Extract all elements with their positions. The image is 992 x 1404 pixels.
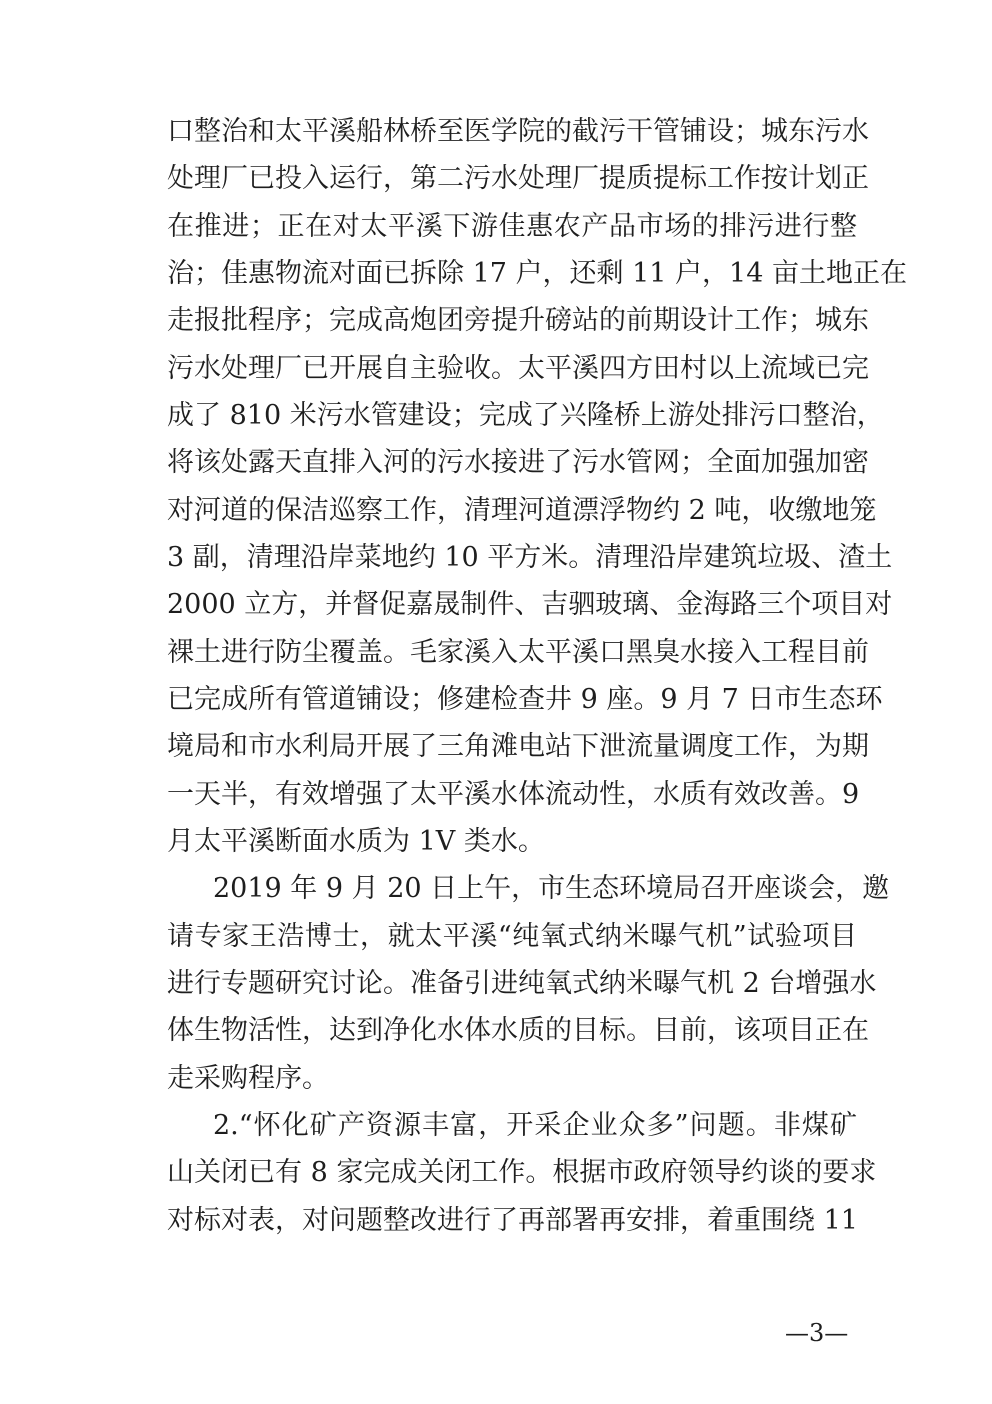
body-line: 在推进；正在对太平溪下游佳惠农产品市场的排污进行整 <box>167 211 857 242</box>
body-line: 口整治和太平溪船林桥至医学院的截污干管铺设；城东污水 <box>167 116 869 147</box>
body-line: 走采购程序。 <box>167 1063 329 1094</box>
body-line: 污水处理厂已开展自主验收。太平溪四方田村以上流域已完 <box>167 353 869 384</box>
body-line: 2000 立方，并督促嘉晟制件、吉驷玻璃、金海路三个项目对 <box>167 589 893 620</box>
body-line: 3 副，清理沿岸菜地约 10 平方米。清理沿岸建筑垃圾、渣土 <box>167 542 893 573</box>
body-line: 体生物活性，达到净化水体水质的目标。目前，该项目正在 <box>167 1015 869 1046</box>
body-line: 处理厂已投入运行，第二污水处理厂提质提标工作按计划正 <box>167 163 869 194</box>
body-line: 请专家王浩博士，就太平溪“纯氧式纳米曝气机”试验项目 <box>167 921 857 952</box>
body-line: 境局和市水利局开展了三角滩电站下泄流量调度工作，为期 <box>167 731 869 762</box>
body-line: 对河道的保洁巡察工作，清理河道漂浮物约 2 吨，收缴地笼 <box>167 495 877 526</box>
body-line: 山关闭已有 8 家完成关闭工作。根据市政府领导约谈的要求 <box>167 1157 877 1188</box>
paragraph-start-line: 2.“怀化矿产资源丰富，开采企业众多”问题。非煤矿 <box>213 1110 857 1141</box>
body-line: 走报批程序；完成高炮团旁提升磅站的前期设计工作；城东 <box>167 305 869 336</box>
body-line: 将该处露天直排入河的污水接进了污水管网；全面加强加密 <box>167 447 869 478</box>
body-line: 治；佳惠物流对面已拆除 17 户，还剩 11 户，14 亩土地正在 <box>167 258 907 289</box>
body-line: 进行专题研究讨论。准备引进纯氧式纳米曝气机 2 台增强水 <box>167 968 877 999</box>
body-line: 月太平溪断面水质为 1V 类水。 <box>167 826 545 857</box>
page-number: —3— <box>785 1319 849 1347</box>
paragraph-start-line: 2019 年 9 月 20 日上午，市生态环境局召开座谈会，邀 <box>213 873 890 904</box>
body-line: 裸土进行防尘覆盖。毛家溪入太平溪口黑臭水接入工程目前 <box>167 637 869 668</box>
body-line: 成了 810 米污水管建设；完成了兴隆桥上游处排污口整治， <box>167 400 884 431</box>
body-line: 已完成所有管道铺设；修建检查井 9 座。9 月 7 日市生态环 <box>167 684 883 715</box>
body-line: 对标对表，对问题整改进行了再部署再安排，着重围绕 11 <box>167 1205 858 1236</box>
body-line: 一天半，有效增强了太平溪水体流动性，水质有效改善。9 <box>167 779 860 810</box>
